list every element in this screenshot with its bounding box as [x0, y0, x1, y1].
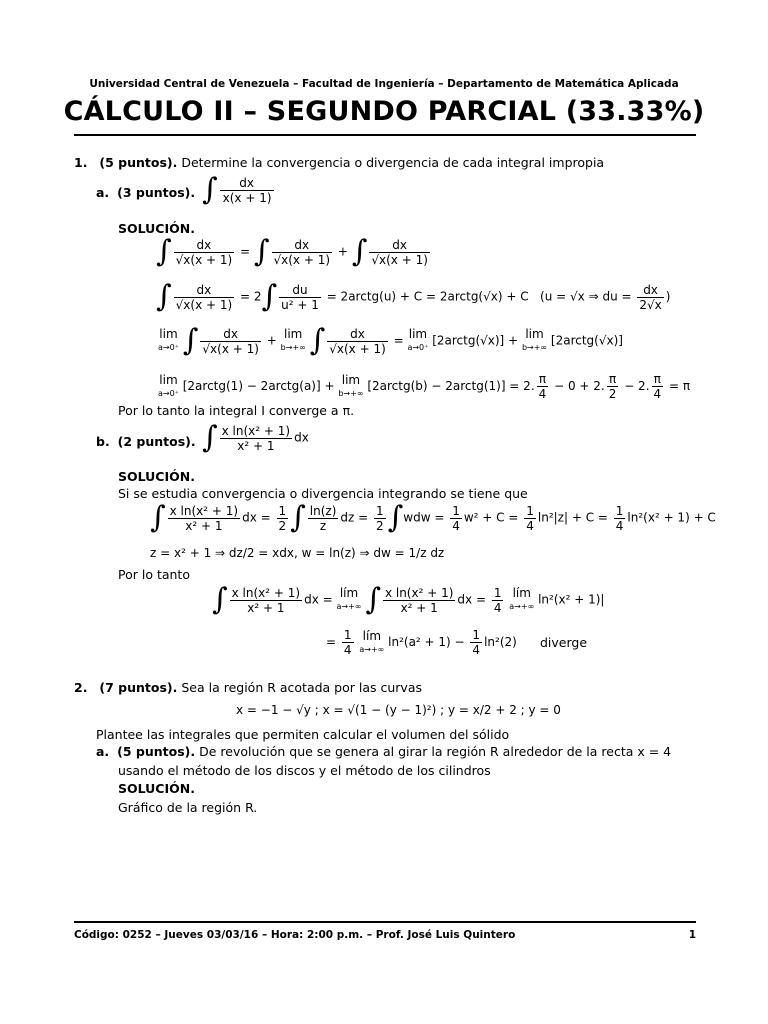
page-number: 1 — [688, 929, 696, 941]
q2a-text-2: usando el método de los discos y el método de los cilindros — [118, 763, 491, 778]
q1a-heading — [96, 185, 195, 200]
q1a-solution-label: SOLUCIÓN. — [118, 221, 195, 236]
q1a-antiderivative: ∫ $\frac{dx}{√x(x + 1)}$ = 2∫ $\frac{du}{\text{u² + 1}}$ = 2arctg(u) + C = 2arctg(√x) + C (u = √x ⇒ du = $\frac{dx}{2√x}$ ) — [156, 279, 671, 314]
q2-number: 2. — [74, 680, 88, 695]
q1a-conclusion: Por lo tanto la integral I converge a π. — [118, 403, 355, 418]
q2-instruction: Plantee las integrales que permiten calcular el volumen del sólido — [96, 727, 510, 742]
q1-number: 1. — [74, 155, 88, 170]
q1b-therefore: Por lo tanto — [118, 567, 190, 582]
q2a-points: (5 puntos). — [117, 744, 196, 759]
q1b-result: diverge — [540, 635, 588, 650]
q2a-graph-label: Gráfico de la región R. — [118, 800, 258, 815]
q1b-label: b. — [96, 434, 110, 449]
q1b-heading — [96, 434, 196, 449]
q1a-points: (3 puntos). — [117, 185, 196, 200]
q1b-intro: Si se estudia convergencia o divergencia integrando se tiene que — [118, 486, 528, 501]
q2a-solution-label: SOLUCIÓN. — [118, 781, 195, 796]
q2-curves: x = −1 − √y ; x = √(1 − (y − 1)²) ; y = x/2 + 2 ; y = 0 — [236, 703, 561, 717]
q1b-solution-label: SOLUCIÓN. — [118, 469, 195, 484]
q2a-line1 — [96, 744, 671, 759]
q1b-integral: ∫ $\frac{\text{x ln(x² + 1)}}{\text{x² + 1}}$ dx — [202, 420, 309, 455]
q1b-substitution: z = x² + 1 ⇒ dz/2 = xdx, w = ln(z) ⇒ dw = 1/z dz — [150, 546, 445, 560]
q1a-evaluation: lim a→0⁺ [2arctg(1) − 2arctg(a)] + lim b→+∞ [2arctg(b) − 2arctg(1)] = 2. $\frac{\pi}{4}$ − 0 + 2. $\frac{\pi}{2}$ − 2. $\frac{\pi}{4}$ = π — [158, 372, 691, 401]
q1-heading — [74, 155, 604, 170]
q1a-integral: ∫ $\frac{dx}{x(x + 1)}$ — [202, 172, 272, 207]
page-title: CÁLCULO II – SEGUNDO PARCIAL (33.33%) — [63, 96, 705, 127]
q2-points: (7 puntos). — [99, 680, 178, 695]
q1-points: (5 puntos). — [99, 155, 178, 170]
q2-statement: Sea la región R acotada por las curvas — [181, 680, 422, 695]
q2a-text-1: De revolución que se genera al girar la región R alrededor de la recta x = 4 — [199, 744, 672, 759]
institution-header: Universidad Central de Venezuela – Facultad de Ingeniería – Departamento de Matemática Aplicada — [89, 78, 679, 90]
q1b-result-equation: = $\frac{1}{4}$ lím a→+∞ ln²(a² + 1) − $\frac{1}{4}$ ln²(2) — [326, 628, 517, 657]
q1-statement: Determine la convergencia o divergencia de cada integral impropia — [181, 155, 605, 170]
footer — [74, 929, 696, 941]
footer-rule — [74, 921, 696, 923]
q1b-antiderivative: ∫ $\frac{\text{x ln(x² + 1)}}{\text{x² + 1}}$ dx = $\frac{1}{2}$ ∫ $\frac{\ln(z)}{z}$ dz = $\frac{1}{2}$ ∫wdw = $\frac{1}{4}$ w² + C = $\frac{1}{4}$ ln²|z| + C = $\frac{1}{4}$ ln²(x² + 1) + C — [150, 500, 716, 535]
q1a-split-equation: ∫ $\frac{dx}{√x(x + 1)}$ = ∫ $\frac{dx}{√x(x + 1)}$ + ∫ $\frac{dx}{√x(x + 1)}$ — [156, 234, 428, 269]
footer-info: Código: 0252 – Jueves 03/03/16 – Hora: 2:00 p.m. – Prof. José Luis Quintero — [74, 929, 516, 941]
q1b-limit-equation: ∫ $\frac{\text{x ln(x² + 1)}}{\text{x² + 1}}$ dx = lím a→+∞ ∫ $\frac{\text{x ln(x² + 1)}}{\text{x² + 1}}$ dx = $\frac{1}{4}$ lím a→+∞ ln²(x² + 1)| — [212, 582, 605, 617]
q2a-label: a. — [96, 744, 110, 759]
q1a-label: a. — [96, 185, 110, 200]
q2-heading — [74, 680, 422, 695]
q1a-limits: lim a→0⁺ ∫ $\frac{dx}{√x(x + 1)}$ + lim b→+∞ ∫ $\frac{dx}{√x(x + 1)}$ = lim a→0⁺ [2arctg(√x)] + lim b→+∞ [2arctg(√x)] — [158, 323, 623, 358]
q1b-points: (2 puntos). — [117, 434, 196, 449]
header-rule — [74, 134, 696, 136]
